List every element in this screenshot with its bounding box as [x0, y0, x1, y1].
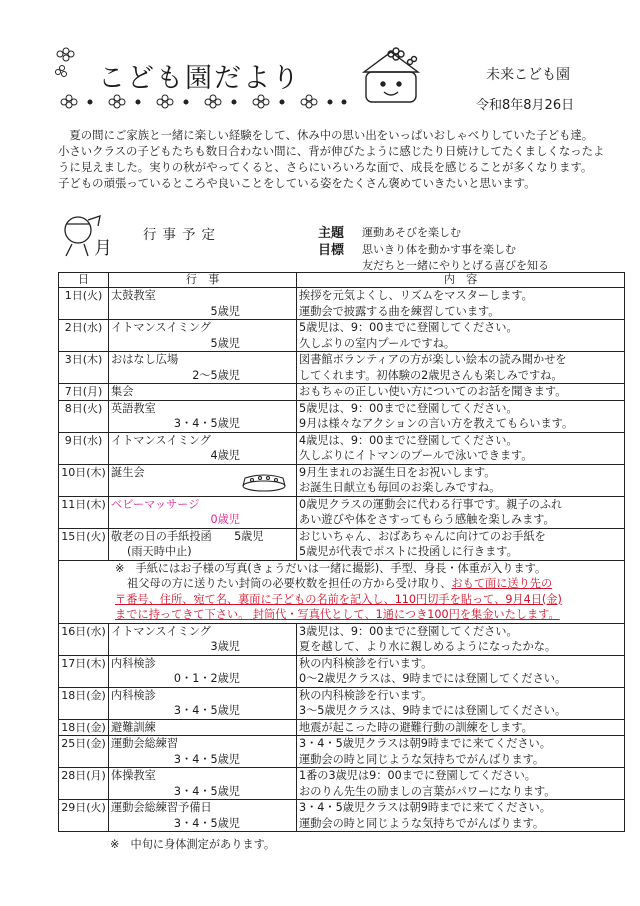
- event-name: 集会: [111, 385, 134, 398]
- row-day: 17日(木): [59, 655, 109, 687]
- schedule-row: [59, 655, 625, 687]
- row-event: [109, 687, 297, 719]
- schedule-heading: 行事予定: [143, 227, 221, 243]
- event-age: 5歳児: [210, 336, 240, 350]
- intro-paragraph: 夏の間にご家族と一緒に楽しい経験をして、休み中の思い出をいっぱいおしゃべりしていた子ども達。 小さいクラスの子どもたちも数日合わない間に、背が伸びたように感じたり日焼けしてたくましくなったよ うに見えました。実りの秋がやってくると、さらにいろいろな面で、成長を感じることが多くなります。 子どもの頑張っているところや良いことをしている姿をたくさん褒めていきたいと思います。: [58, 128, 605, 190]
- event-age: 3・4・5歳児: [173, 752, 240, 766]
- kindergarten-building-icon: [356, 46, 426, 108]
- event-age: 2～5歳児: [192, 368, 240, 382]
- row-event: [109, 736, 297, 768]
- schedule-row: [59, 352, 625, 384]
- issue-date: 令和8年8月26日: [476, 98, 575, 113]
- month-unit: 月: [94, 238, 112, 259]
- event-age: 3・4・5歳児: [173, 784, 240, 798]
- row-event: [109, 432, 297, 464]
- event-age: (雨天時中止): [127, 545, 192, 558]
- theme-text: 運動あそびを楽しむ: [362, 226, 461, 239]
- event-name: 太鼓教室: [111, 289, 156, 302]
- row-event: [109, 655, 297, 687]
- row-day: 28日(月): [59, 768, 109, 800]
- row-day: 29日(火): [59, 800, 109, 832]
- schedule-row: [59, 432, 625, 464]
- row-content: おもちゃの正しい使い方についてのお話を聞きます。: [297, 384, 625, 401]
- schedule-row: [59, 623, 625, 655]
- event-age: 4歳児: [210, 449, 240, 462]
- letter-note: [59, 560, 625, 623]
- row-event: [109, 528, 297, 560]
- event-age: 5歳児: [210, 304, 240, 318]
- row-day: 3日(木): [59, 352, 109, 384]
- schedule-row: [59, 400, 625, 432]
- event-name: 英語教室: [111, 401, 156, 415]
- event-age: 3・4・5歳児: [173, 704, 240, 717]
- month-label: [94, 234, 112, 260]
- schedule-table: [58, 272, 625, 832]
- row-event: [109, 800, 297, 832]
- schedule-row: [59, 464, 625, 496]
- row-day: 8日(火): [59, 400, 109, 432]
- note-line-2-plain: 祖父母の方に送りたい封筒の必要枚数を担任の方から受け取り、: [127, 577, 452, 590]
- row-day: 1日(火): [59, 288, 109, 320]
- goal-text-1: 思いきり体を動かす事を楽しむ: [362, 243, 516, 256]
- event-name: 体操教室: [111, 769, 156, 782]
- row-day: 10日(木): [59, 464, 109, 496]
- row-event: [109, 719, 297, 736]
- schedule-row: [59, 528, 625, 560]
- event-name: 内科検診: [111, 656, 156, 670]
- event-name: イトマンスイミング: [111, 433, 211, 447]
- newsletter-title: こども園だより: [98, 63, 301, 94]
- event-age: 3・4・5歳児: [173, 816, 240, 830]
- row-content: 4歳児は、9：00までに登園してください。 久しぶりにイトマンのプールで泳いできます。: [297, 432, 625, 464]
- row-content: 3・4・5歳児クラスは朝9時までに来てください。 運動会の時と同じような気持ちでがんばります。: [297, 800, 625, 832]
- event-name: おはなし広場: [111, 353, 179, 366]
- row-content: 挨拶を元気よくし、リズムをマスターします。 運動会で披露する曲を練習しています。: [297, 288, 625, 320]
- event-name: 運動会総練習: [111, 737, 179, 750]
- event-name: 避難訓練: [111, 720, 156, 734]
- row-content: 3・4・5歳児クラスは朝9時までに来てください。 運動会の時と同じような気持ちでがんばります。: [297, 736, 625, 768]
- row-event: [109, 384, 297, 401]
- row-content: 5歳児は、9：00までに登園してください。 9月は様々なアクションの言い方を教えてもらいます。: [297, 400, 625, 432]
- row-content: 図書館ボランティアの方が楽しい絵本の読み聞かせを してくれます。初体験の2歳児さんも楽しみですね。: [297, 352, 625, 384]
- row-content: 秋の内科検診を行います。 0～2歳児クラスは、9時までには登園してください。: [297, 655, 625, 687]
- schedule-row: [59, 768, 625, 800]
- row-event: [109, 288, 297, 320]
- row-day: 15日(火): [59, 528, 109, 560]
- event-name: 内科検診: [111, 688, 156, 702]
- row-content: 0歳児クラスの運動会に代わる行事です。親子のふれ あい遊びや体をさすってもらう感触を楽しみます。: [297, 496, 625, 528]
- schedule-row: [59, 687, 625, 719]
- note-line-2-red: おもて面に送り先の: [451, 577, 553, 590]
- header-content: 内 容: [297, 273, 625, 288]
- row-event: [109, 400, 297, 432]
- row-day: 18日(金): [59, 719, 109, 736]
- row-day: 16日(水): [59, 623, 109, 655]
- schedule-row: [59, 288, 625, 320]
- header-event: 行 事: [109, 273, 297, 288]
- table-header-row: [59, 273, 625, 288]
- event-name: 運動会総練習予備日: [111, 801, 212, 814]
- note-line-1: ※ 手紙にはお子様の写真(きょうだいは一緒に撮影)、手型、身長・体重が入ります。: [115, 561, 547, 575]
- row-day: 7日(月): [59, 384, 109, 401]
- event-name: イトマンスイミング: [111, 624, 211, 638]
- event-name: 敬老の日の手紙投函 5歳児: [111, 529, 264, 543]
- school-name: 未来こども園: [486, 67, 570, 83]
- row-event: [109, 320, 297, 352]
- row-day: 9日(水): [59, 432, 109, 464]
- row-content: 5歳児は、9：00までに登園してください。 久しぶりの室内プールですね。: [297, 320, 625, 352]
- row-content: 9月生まれのお誕生日をお祝いします。 お誕生日献立も毎回のお楽しみですね。: [297, 464, 625, 496]
- row-day: 11日(木): [59, 496, 109, 528]
- row-day: 2日(水): [59, 320, 109, 352]
- letter-note-row: [59, 560, 625, 623]
- note-line-4: までに持ってきて下さい。 封筒代・写真代として、1通につき100円を集金いたします。: [115, 608, 560, 621]
- schedule-row: [59, 719, 625, 736]
- note-line-3: 〒番号、住所、宛て名、裏面に子どもの名前を記入し、110円切手を貼って、9月4日(金): [115, 592, 562, 606]
- schedule-row: [59, 736, 625, 768]
- row-content: 3歳児は、9：00までに登園してください。 夏を越して、より水に親しめるようになったかな。: [297, 623, 625, 655]
- birthday-cake-icon: [240, 470, 288, 492]
- header-day: 日: [59, 273, 109, 288]
- event-age: 3歳児: [210, 640, 240, 653]
- event-age: 3・4・5歳児: [173, 417, 240, 430]
- event-name: 誕生会: [111, 465, 145, 479]
- row-event: [109, 352, 297, 384]
- event-name: ベビーマッサージ: [111, 497, 200, 511]
- row-day: 18日(金): [59, 687, 109, 719]
- event-age: 0歳児: [210, 513, 240, 526]
- schedule-row: [59, 384, 625, 401]
- event-age: 0・1・2歳児: [173, 672, 240, 685]
- row-event: [109, 768, 297, 800]
- row-event: [109, 623, 297, 655]
- row-content: 地震が起こった時の避難行動の訓練をします。: [297, 719, 625, 736]
- note-line-2: [115, 576, 622, 592]
- goal-text-2: 友だちと一緒にやりとげる喜びを知る: [362, 259, 549, 272]
- row-content: おじいちゃん、おばあちゃんに向けてのお手紙を 5歳児が代表でポストに投函しに行きます。: [297, 528, 625, 560]
- footnote: ※ 中旬に身体測定があります。: [110, 838, 276, 851]
- row-event: [109, 496, 297, 528]
- schedule-row: [59, 800, 625, 832]
- goal-label: 目標: [318, 243, 345, 258]
- theme-label: 主題: [318, 226, 345, 241]
- schedule-rows: [59, 288, 625, 832]
- row-content: 1番の3歳児は9：00までに登園してください。 おのりん先生の励ましの言葉がパワーになります。: [297, 768, 625, 800]
- schedule-row: [59, 320, 625, 352]
- schedule-row: [59, 496, 625, 528]
- row-content: 秋の内科検診を行います。 3～5歳児クラスは、9時までには登園してください。: [297, 687, 625, 719]
- event-name: イトマンスイミング: [111, 321, 211, 334]
- row-day: 25日(金): [59, 736, 109, 768]
